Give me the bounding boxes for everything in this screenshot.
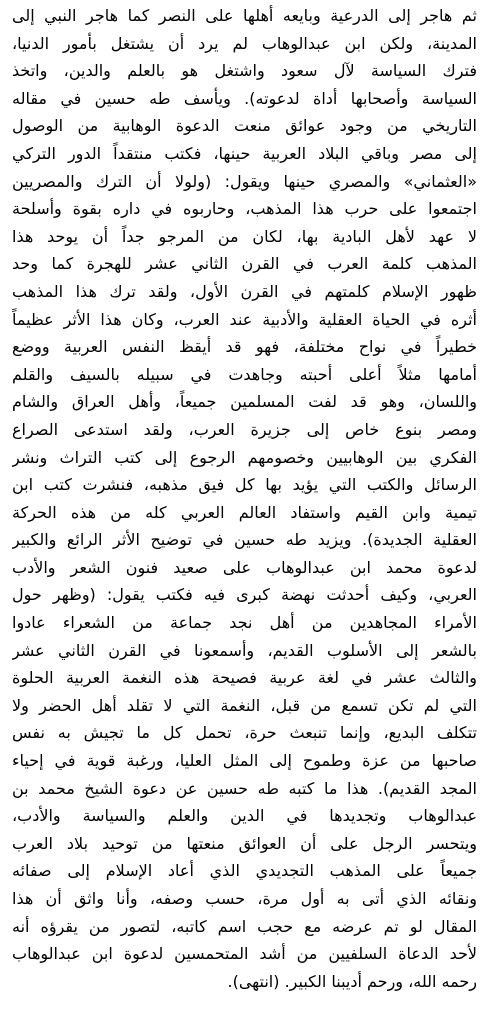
text-line: العربي، وكيف أحدثت نهضة كبرى فيه فكتب يقول: (وظهر حول: [12, 585, 477, 605]
text-line: «العثماني» والمصري حينها ويقول: (ولولا أن الترك والمصريين: [12, 171, 477, 191]
text-line: المدينة، ولكن ابن عبدالوهاب لم يرد أن يشتغل بأمور الدنيا،: [12, 33, 477, 53]
text-line: لا عهد لأهل البادية بها، لكان من المرجو جداً أن يوحد هذا: [12, 226, 477, 246]
text-line: لدعوة محمد ابن عبدالوهاب على صعيد فنون الشعر والأدب: [12, 557, 477, 577]
text-line: التاريخي من وجود عوائق منعت الدعوة الوهابية من الوصول: [12, 116, 477, 136]
text-line: المذهب كلمة العرب في القرن الثاني عشر للهجرة كما وحد: [12, 254, 477, 274]
text-line: ونقائه الذي أتى به أول مرة، حسب وصفه، وأنا واثق أن هذا: [12, 889, 477, 908]
text-line: بالشعر إلى الأسلوب القديم، وأسمعونا في القرن الثاني عشر: [12, 640, 477, 660]
text-line: فترك السياسة لآل سعود واشتغل هو بالعلم والدين، واتخذ: [12, 61, 477, 81]
text-line: والثالث عشر في لغة عربية فصيحة هذه النغمة العربية الحلوة: [12, 668, 477, 688]
text-line: أمامها مثلاً أعلى أحبته وجاهدت في سبيله بالسيف والقلم: [12, 364, 477, 384]
text-line: إلى مصر وباقي البلاد العربية حينها، فكتب منتقداً الدور التركي: [12, 143, 477, 163]
text-line: التي لم تكن تسمع من قبل، النغمة التي لا تقلد أهل الحضر ولا: [12, 695, 477, 715]
text-line: صاحبها من عزة وطموح إلى المثل العليا، ورغبة قوية في إحياء: [12, 751, 477, 771]
text-line: الأمراء المجاهدين من أهل نجد جماعة من الشعراء عادوا: [12, 613, 477, 633]
text-line: تتكلف البديع، وإنما تنبعث حرة، تحمل كل ما تجيش به نفس: [12, 723, 477, 743]
text-line: المقال لو تم عرضه مع حجب اسم كاتبه، لتصور من يقرؤه أنه: [12, 916, 477, 936]
text-line: العقلية الجديدة). ويزيد طه حسين في توضيح الأثر الرائع والكبير: [12, 530, 477, 550]
text-line: تيمية وابن القيم واستفاد العالم العربي كله من هذه الحركة: [12, 502, 477, 522]
text-line: ويتحسر الرجل على أن العوائق منعتها من توحيد بلاد العرب: [12, 833, 477, 853]
text-line: ظهور الإسلام كلمتهم في القرن الأول، ولقد ترك هذا المذهب: [12, 281, 477, 301]
text-line: واللسان، وهو قد لفت المسلمين جميعاً، وأهل العراق والشام: [12, 392, 477, 412]
text-line: خطيراً في نواح مختلفة، فهو قد أيقظ النفس العربية ووضع: [12, 337, 477, 357]
text-line: الفكري بين الوهابيين وخصومهم الرجوع إلى كتب التراث ونشر: [12, 447, 477, 467]
text-line: أثره في الحياة العقلية والأدبية عند العرب، وكان هذا الأثر عظيماً: [12, 309, 477, 329]
article-body: [12, 2, 477, 995]
text-line: المجد القديم). هذا ما كتبه طه حسين عن دعوة الشيخ محمد بن: [12, 778, 477, 798]
text-line: اجتمعوا على حرب هذا المذهب، وحاربوه في داره بقوة وأسلحة: [12, 199, 477, 219]
text-line: جميعاً على المذهب التجديدي الذي أعاد الإسلام إلى صفائه: [12, 861, 477, 881]
text-line: لأحد الدعاة السلفيين من أشد المتحمسين لدعوة ابن عبدالوهاب: [12, 944, 477, 964]
text-line: ومصر بنوع خاص إلى جزيرة العرب، ولقد استدعى الصراع: [12, 419, 477, 439]
text-line: الرسائل والكتب التي يؤيد بها كل فيق مذهبه، فنشرت كتب ابن: [12, 475, 477, 495]
text-line: رحمه الله، ورحم أديبنا الكبير. (انتهى).: [227, 971, 477, 991]
text-line: عبدالوهاب وتجديدها في الدين والعلم والسياسة والأدب،: [12, 806, 477, 826]
text-line: السياسة وأصحابها أداة لدعوته). ويأسف طه حسين في مقاله: [12, 88, 477, 108]
text-line: ثم هاجر إلى الدرعية وبايعه أهلها على النصر كما هاجر النبي إلى: [12, 6, 477, 25]
